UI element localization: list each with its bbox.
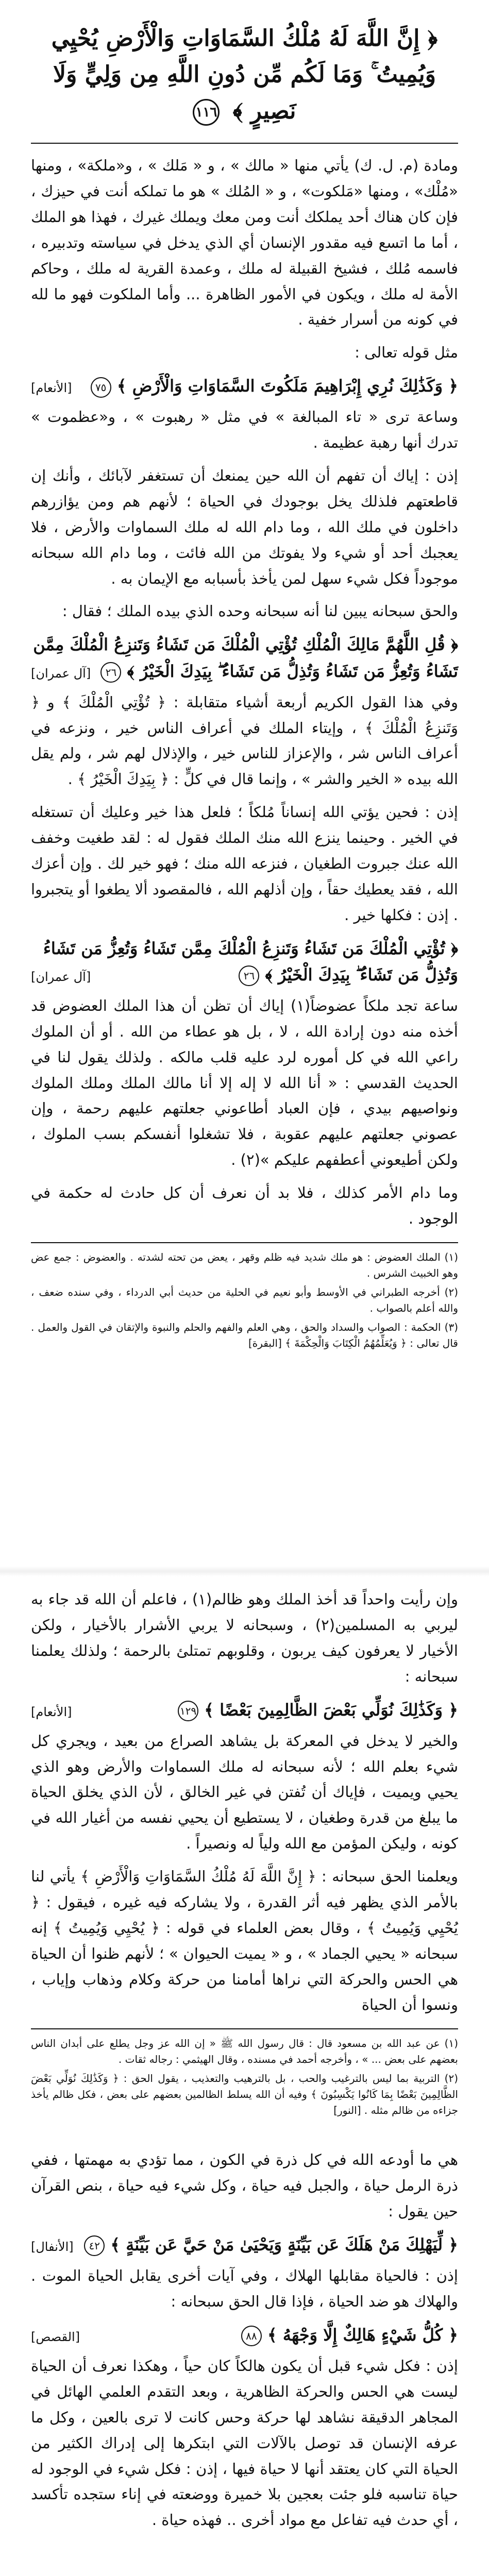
surah-reference: [آل عمران] [31, 666, 91, 681]
header-rule [31, 143, 458, 144]
quran-verse [31, 632, 458, 684]
footnotes [31, 1242, 458, 1351]
quran-verse [31, 2232, 458, 2258]
paragraph: ويعلمنا الحق سبحانه : ﴿ إِنَّ اللَّهَ لَهُ مُلْكُ السَّمَاوَاتِ وَالْأَرْضِ ﴾ يأتي لنا بالأمر الذي يظهر فيه أثر القدرة ، ولا يشاركه فيه غيره ، فيقول : ﴿ يُحْيِي وَيُمِيتُ ﴾ ، وقال بعض العلماء في قوله : ﴿ يُحْيِي وَيُمِيتُ ﴾ إنه سبحانه « يحيي الجماد » ، و « يميت الحيوان » ؛ لأنهم ظنوا أن الحياة هي الحس والحركة التي نراها أمامنا من حركة وكلام وذهاب وإياب ، ونسوا أن الحياة [31, 1868, 458, 2014]
paragraph: مثل قوله تعالى : [355, 344, 458, 362]
paragraph: إذن : إياك أن تفهم أن الله حين يمنعك أن تستغفر لآبائك ، وأنك إن قاطعتهم فلذلك يخل بوجودك في الحياة ؛ لأنهم هم ومن يؤازرهم داخلون في ملك الله ، وما دام الله له ملك السماوات والأرض ، فلا يعجبك أحد أو شيء ولا يفوتك من الله فائت ، وما دام الله سبحانه موجوداً فكل شيء سهل لمن يأخذ بأسبابه مع الإيمان به . [31, 467, 458, 587]
surah-reference: [الأنعام] [31, 381, 72, 396]
verse-text: ﴿ وَكَذَٰلِكَ نُوَلِّي بَعْضَ الظَّالِمِينَ بَعْضًا ﴾ [204, 1700, 458, 1720]
verse-text: ﴿ وَكَذَٰلِكَ نُرِي إِبْرَاهِيمَ مَلَكُوتَ السَّمَاوَاتِ وَالْأَرْضِ ﴾ [116, 376, 458, 396]
paragraph: إذن : فحين يؤتي الله إنساناً مُلكاً ؛ فلعل هذا خير وعليك أن تستغله في الخير . وحينما ينزع الله منك الملك فقول له : لقد طغيت وخفف الله عنك جبروت الطغيان ، فنزعه الله منك ؛ فهو خير لك . وإن أعزك الله ، فقد يعطيك حقاً ، وإن أذلهم الله ، فالمقصود ألا يطغوا أو يتجبروا . إذن : فكلها خير . [31, 803, 458, 924]
paragraph: وفي هذا القول الكريم أربعة أشياء متقابلة : ﴿ تُؤْتِي الْمُلْكَ ﴾ و ﴿ وَتَنزِعُ الْمُلْكَ ﴾ ، وإيتاء الملك في أعراف الناس خير ، ونزعه في أعراف الناس شر ، والإعزاز للناس خير ، والإذلال لهم شر ، ولم يقل الله بيده « الخير والشر » ، وإنما قال في كلٍّ : ﴿ بِيَدِكَ الْخَيْرُ ﴾ . [31, 693, 458, 788]
paragraph: هي ما أودعه الله في كل ذرة في الكون ، مما تؤدي به مهمتها ، ففي ذرة الرمل حياة ، والجبل فيه حياة ، وكل شيء فيه حياة ، بنص القرآن حين يقول : [31, 2151, 458, 2221]
paragraph: إذن : فالحياة مقابلها الهلاك ، وفي آيات أخرى يقابل الحياة الموت . والهلاك هو ضد الحياة ، فإذا قال الحق سبحانه : [31, 2267, 458, 2310]
footnote: (١) عن عبد الله بن مسعود قال : قال رسول الله ﷺ « إن الله عز وجل يطلع على أبدان الناس بعضهم على بعض ... » ، وأخرجه أحمد في مسنده ، وقال الهيثمي : رجاله ثقات . [31, 2037, 458, 2066]
verse-number-badge: ١١٦ [193, 99, 220, 126]
quran-verse [31, 2322, 458, 2348]
footnote: (١) الملك العضوض : هو ملك شديد فيه ظلم وقهر ، يعض من تحته لشدته . والعضوض : جمع عض وهو الخبيث الشرس . [31, 1250, 458, 1279]
surah-reference: [آل عمران] [31, 969, 91, 984]
quran-verse [31, 1697, 458, 1723]
footnote: (٢) التربية بما ليس بالترغيب والحب ، بل بالترهيب والتعذيب ، يقول الحق : ﴿ وَكَذَٰلِكَ نُوَلِّي بَعْضَ الظَّالِمِينَ بَعْضًا بِمَا كَانُوا يَكْسِبُونَ ﴾ وفيه أن الله يسلط الظالمين بعضهم على بعض ، فكل ظالم يأخذ جزاءه من ظالم مثله . [النور] [31, 2072, 458, 2117]
quran-verse [31, 373, 458, 399]
paragraph: وإن رأيت واحداً قد أخذ الملك وهو ظالم(١) ، فاعلم أن الله قد جاء به ليربي به المسلمين(٢) ، وسبحانه لا يربي الأشرار بالأخيار ، ولكن الأخيار لا يعرفون كيف يربون ، وقلوبهم تمتلئ بالرحمة ؛ ولذلك يعلمنا سبحانه : [31, 1590, 458, 1685]
paragraph: وما دام الأمر كذلك ، فلا بد أن نعرف أن كل حادث له حكمة في الوجود . [31, 1184, 458, 1227]
quran-verse [31, 936, 458, 988]
paragraph: والخير لا يدخل في المعركة بل يشاهد الصراع من بعيد ، ويجري كل شيء بعلم الله ؛ لأنه سبحانه له ملك السماوات والأرض وهو الذي يحيي ويميت ، فإياك أن تُفتن في غير الخالق ، لأن الذي يخلق الحياة ما يبلغ من قدرة وطغيان ، لا يستطيع أن يحيي نفسه من أغيار الله في كونه ، وليكن المؤمن مع الله ولياً له ونصيراً . [31, 1732, 458, 1853]
verse-number-badge: ٢٦ [239, 965, 259, 986]
verse-text: ﴿ كُلُّ شَيْءٍ هَالِكٌ إِلَّا وَجْهَهُ ﴾ [267, 2325, 458, 2345]
verse-number-badge: ٨٨ [241, 2326, 262, 2346]
header-verse [31, 21, 458, 129]
header-verse-text: ﴿ إِنَّ اللَّهَ لَهُ مُلْكُ السَّمَاوَاتِ وَالْأَرْضِ يُحْيِي وَيُمِيتُ ۚ وَمَا لَكُم مِّن دُونِ اللَّهِ مِن وَلِيٍّ وَلَا نَصِيرٍ ﴾ [51, 25, 438, 124]
paragraph: ومادة (م. ل. ك) يأتي منها « مالك » ، و « مَلك » ، و«ملكة» ، ومنها «مُلْك» ، ومنها «مَلكوت» ، و « المُلك » هو ما تملكه أنت في حيزك ، فإن كان هناك أحد يملكك أنت ومن معك ويملك غيرك ، فهذا هو الملك ، أما ما اتسع فيه مقدور الإنسان أي الذي يدخل في سياسته وتدبيره ، فاسمه مُلك ، فشيخ القبيلة له ملك ، وعمدة القرية له ملك ، وحاكم الأمة له ملك ، ويكون في الأمور الظاهرة ... وأما الملكوت فهو ما لله في كونه من أسرار خفية . [31, 157, 458, 329]
paragraph: ساعة تجد ملكاً عضوضاً(١) إياك أن تظن أن هذا الملك العضوض قد أخذه منه دون إرادة الله ، لا ، بل هو عطاء من الله . أو أن الملوك راعي الله في كل أموره لرد عليه قلب مالكه . ولذلك يقول لنا في الحديث القدسي : « أنا الله لا إله إلا أنا مالك الملك وملك الملوك ونواصيهم بيدي ، فإن العباد أطاعوني جعلتهم عليهم رحمة ، وإن عصوني جعلتهم عليهم عقوبة ، فلا تشغلوا أنفسكم بسب الملوك ، ولكن أطيعوني أعطفهم عليكم »(٢) . [31, 996, 458, 1169]
footnote: (٢) أخرجه الطبراني في الأوسط وأبو نعيم في الحلية من حديث أبي الدرداء ، وفي سنده ضعف ، والله أعلم بالصواب . [31, 1285, 458, 1314]
surah-reference: [القصص] [31, 2329, 80, 2344]
footnotes [31, 2028, 458, 2119]
verse-number-badge: ٧٥ [91, 377, 111, 398]
paragraph: وساعة ترى « تاء المبالغة » في مثل « رهبوت » ، و«عظموت » تدرك أنها رهبة عظيمة . [31, 408, 458, 452]
verse-number-badge: ٢٦ [100, 662, 121, 683]
verse-number-badge: ١٢٩ [178, 1701, 198, 1721]
footnote: (٣) الحكمة : الصواب والسداد والحق ، وهي العلم والفهم والحلم والنبوة والإتقان في القول والعمل . قال تعالى : ﴿ وَيُعَلِّمُهُمُ الْكِتَابَ وَالْحِكْمَةَ ﴾ [البقرة] [31, 1320, 458, 1349]
paragraph: والحق سبحانه يبين لنا أنه سبحانه وحده الذي بيده الملك ؛ فقال : [62, 602, 458, 620]
verse-text: ﴿ لِّيَهْلِكَ مَنْ هَلَكَ عَن بَيِّنَةٍ وَيَحْيَىٰ مَنْ حَيَّ عَن بَيِّنَةٍ ﴾ [110, 2234, 458, 2255]
verse-text: ﴿ تُؤْتِي الْمُلْكَ مَن تَشَاءُ وَتَنزِعُ الْمُلْكَ مِمَّن تَشَاءُ وَتُعِزُّ مَن تَشَاءُ وَتُذِلُّ مَن تَشَاءُ ۖ بِيَدِكَ الْخَيْرُ ﴾ [43, 938, 458, 985]
verse-number-badge: ٤٢ [84, 2235, 105, 2256]
paragraph: إذن : فكل شيء قبل أن يكون هالكاً كان حياً ، وهكذا نعرف أن الحياة ليست هي الحس والحركة الظاهرية ، وبعد التقدم العلمي الهائل في المجاهر الدقيقة نشاهد لها حركة وحس كانت لا ترى بالعين ، وكل ما عرفه الإنسان قد توصل بالآلات التي ابتكرها إلى إدراك الكثير من الحياة التي كان يعتقد أنها لا حياة فيها ، إذن : فكل شيء في الوجود له حياة تناسبه فلو جئت بعجين بلا خميرة ووضعته في إناء ستجده تأكسد ، أي حدث فيه تفاعل مع مواد أخرى .. فهذه حياة . [31, 2357, 458, 2529]
page-2 [0, 1566, 489, 2576]
surah-reference: [الأنفال] [31, 2239, 74, 2254]
surah-reference: [الأنعام] [31, 1704, 72, 1719]
verse-text: ﴿ قُلِ اللَّهُمَّ مَالِكَ الْمُلْكِ تُؤْتِي الْمُلْكَ مَن تَشَاءُ وَتَنزِعُ الْمُلْكَ مِمَّن تَشَاءُ وَتُعِزُّ مَن تَشَاءُ وَتُذِلُّ مَن تَشَاءُ ۖ بِيَدِكَ الْخَيْرُ ﴾ [33, 635, 458, 681]
